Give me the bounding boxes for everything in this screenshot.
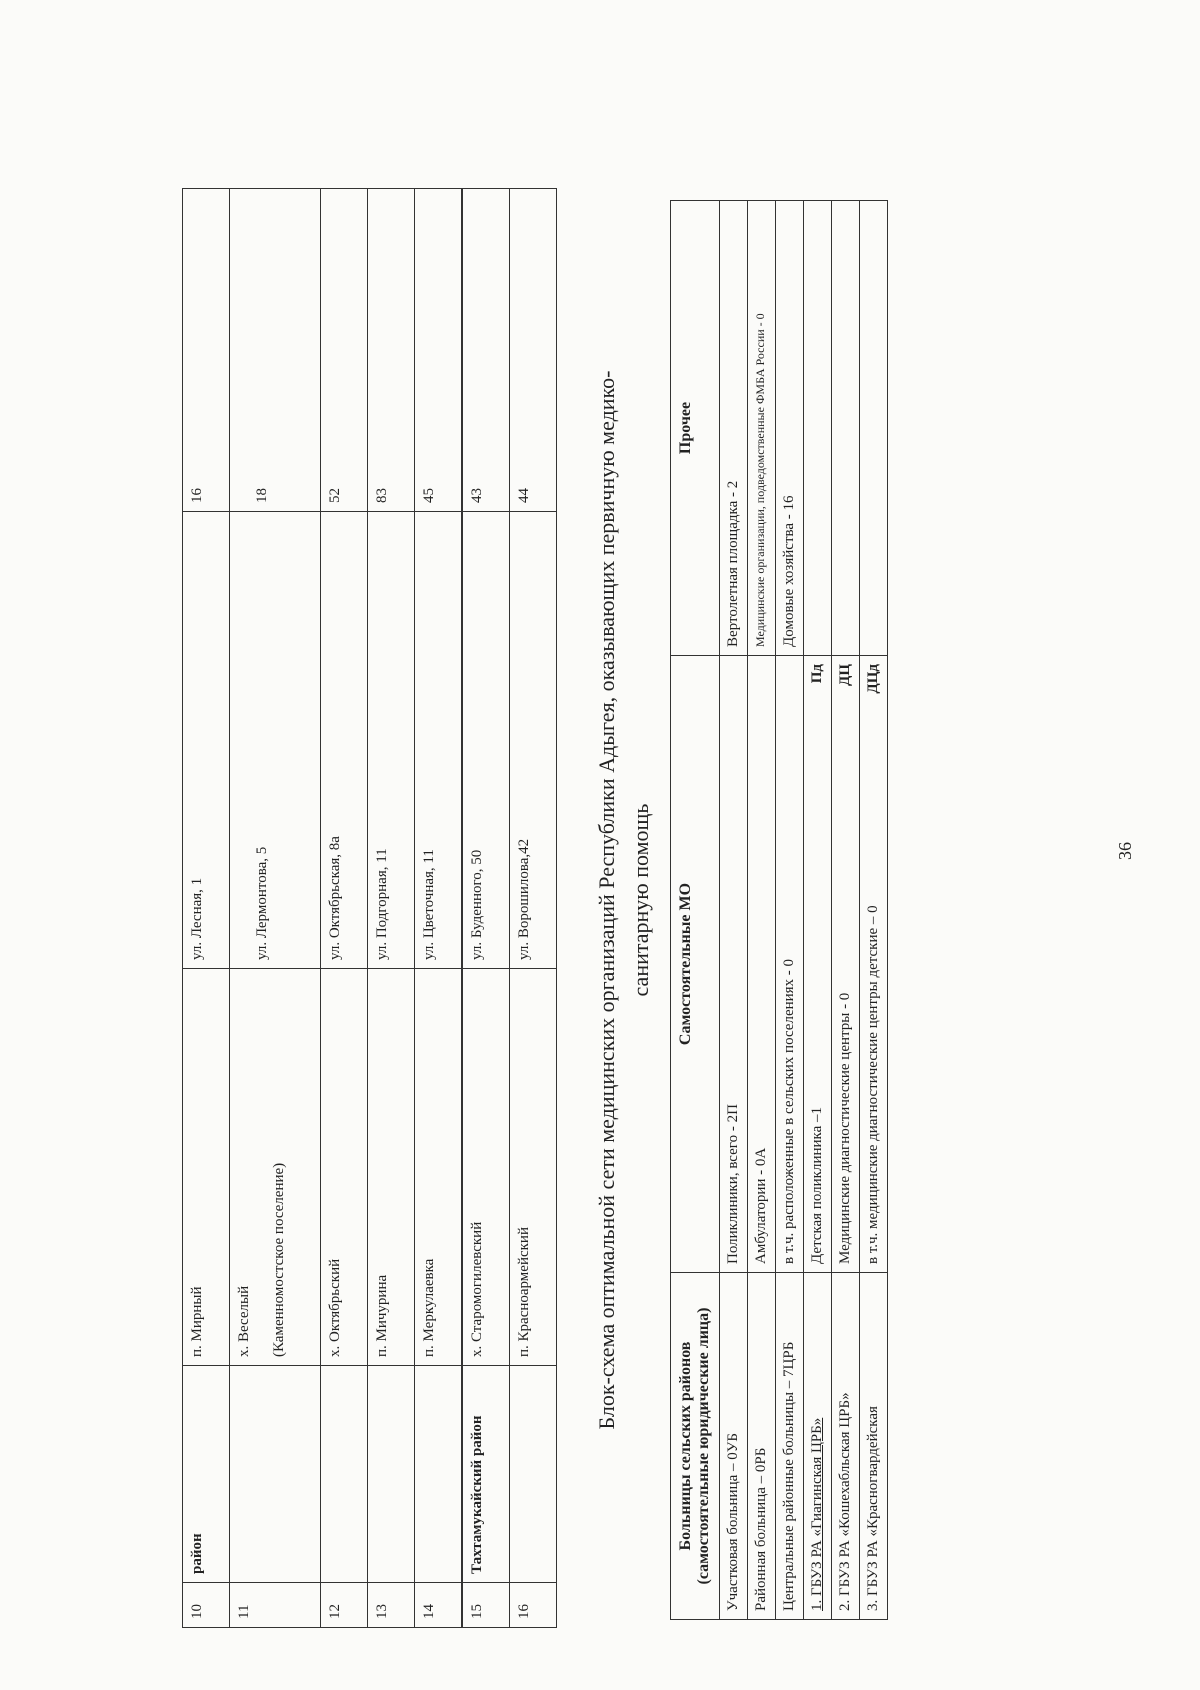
localities-table (182, 188, 557, 1628)
count-cell: 45 (415, 189, 463, 512)
locality-cell: п. Меркулаевка (415, 969, 463, 1366)
header-other: Прочее (671, 201, 720, 656)
cell-other: Вертолетная площадка - 2 (720, 201, 748, 656)
row-number: 14 (415, 1583, 463, 1628)
cell-independent (860, 656, 888, 1273)
cell-independent: Поликлиники, всего - 2П (720, 656, 748, 1273)
table-row (720, 201, 748, 1620)
cell-hospital: Районная больница – 0РБ (748, 1273, 776, 1620)
count-cell (230, 189, 321, 512)
table-row (230, 189, 321, 1628)
count-text: 18 (254, 488, 270, 503)
header-independent-mo: Самостоятельные МО (671, 656, 720, 1273)
count-cell: 83 (368, 189, 415, 512)
cell-independent: в т.ч. расположенные в сельских поселениях - 0 (776, 656, 804, 1273)
cell-other: Медицинские организации, подведомственные ФМБА России - 0 (748, 201, 776, 656)
cell-other (832, 201, 860, 656)
cell-independent: Амбулатории - 0А (748, 656, 776, 1273)
table-row (748, 201, 776, 1620)
cell-independent (804, 656, 832, 1273)
locality-name: п. Мирный (189, 1286, 205, 1357)
count-cell: 16 (183, 189, 230, 512)
header-row (671, 201, 720, 1620)
table-row (510, 189, 557, 1628)
address-cell: ул. Подгорная, 11 (368, 512, 415, 969)
locality-cell (183, 969, 230, 1366)
locality-cell: п. Красноармейский (510, 969, 557, 1366)
district-cell: Тахтамукайский район (462, 1366, 510, 1583)
locality-subtitle: (Каменномостское поселение) (271, 1162, 287, 1357)
locality-cell: х. Старомогилевский (462, 969, 510, 1366)
count-cell: 44 (510, 189, 557, 512)
address-cell: ул. Буденного, 50 (462, 512, 510, 969)
code-mark: Пд (809, 664, 825, 684)
caption-line-2: санитарную помощь (628, 803, 653, 997)
address-cell: ул. Цветочная, 11 (415, 512, 463, 969)
cell-other (860, 201, 888, 656)
header-rural-hospitals: Больницы сельских районов (самостоятельные юридические лица) (671, 1273, 720, 1620)
cell-hospital: 3. ГБУЗ РА «Красногвардейская (860, 1273, 888, 1620)
row-number: 16 (510, 1583, 557, 1628)
cell-text: Детская поликлиника –1 (809, 1106, 825, 1264)
page-number: 36 (1115, 842, 1135, 860)
network-table (670, 200, 888, 1620)
district-cell (368, 1366, 415, 1583)
row-number: 12 (321, 1583, 368, 1628)
district-cell (510, 1366, 557, 1583)
address-cell: ул. Лесная, 1 (183, 512, 230, 969)
address-cell: ул. Ворошилова,42 (510, 512, 557, 969)
address-cell (230, 512, 321, 969)
row-number: 11 (230, 1583, 321, 1628)
row-number: 10 (183, 1583, 230, 1628)
district-cell (415, 1366, 463, 1583)
locality-cell (230, 969, 321, 1366)
district-cell (230, 1366, 321, 1583)
caption-line-1: Блок-схема оптимальной сети медицинских организаций Республики Адыгея, оказывающих первичную медико- (594, 370, 619, 1430)
cell-other: Домовые хозяйства - 16 (776, 201, 804, 656)
count-cell: 43 (462, 189, 510, 512)
cell-hospital: Участковая больница – 0УБ (720, 1273, 748, 1620)
code-mark: ДЦд (865, 664, 881, 694)
table-row (368, 189, 415, 1628)
locality-name: х. Веселый (236, 1285, 252, 1357)
cell-independent (832, 656, 860, 1273)
block-diagram-caption (590, 200, 658, 1600)
cell-text: Медицинские диагностические центры - 0 (837, 992, 853, 1264)
cell-hospital: Центральные районные больницы – 7ЦРБ (776, 1273, 804, 1620)
cell-hospital: 2. ГБУЗ РА «Кошехабльская ЦРБ» (832, 1273, 860, 1620)
code-mark: ДЦ (837, 664, 853, 686)
table-row (183, 189, 230, 1628)
table-row (462, 189, 510, 1628)
table-row (860, 201, 888, 1620)
address-text: ул. Лермонтова, 5 (254, 846, 270, 960)
table-row (321, 189, 368, 1628)
row-number: 15 (462, 1583, 510, 1628)
district-cell: район (183, 1366, 230, 1583)
locality-cell: п. Мичурина (368, 969, 415, 1366)
cell-text: в т.ч. медицинские диагностические центры детские – 0 (865, 905, 881, 1264)
table-row (415, 189, 463, 1628)
district-cell (321, 1366, 368, 1583)
cell-other (804, 201, 832, 656)
address-cell: ул. Октябрьская, 8а (321, 512, 368, 969)
row-number: 13 (368, 1583, 415, 1628)
locality-cell: х. Октябрьский (321, 969, 368, 1366)
table-row (804, 201, 832, 1620)
table-row (776, 201, 804, 1620)
table-row (832, 201, 860, 1620)
count-cell: 52 (321, 189, 368, 512)
cell-hospital: 1. ГБУЗ РА «Гиагинская ЦРБ» (804, 1273, 832, 1620)
rotated-page (140, 40, 1200, 1640)
